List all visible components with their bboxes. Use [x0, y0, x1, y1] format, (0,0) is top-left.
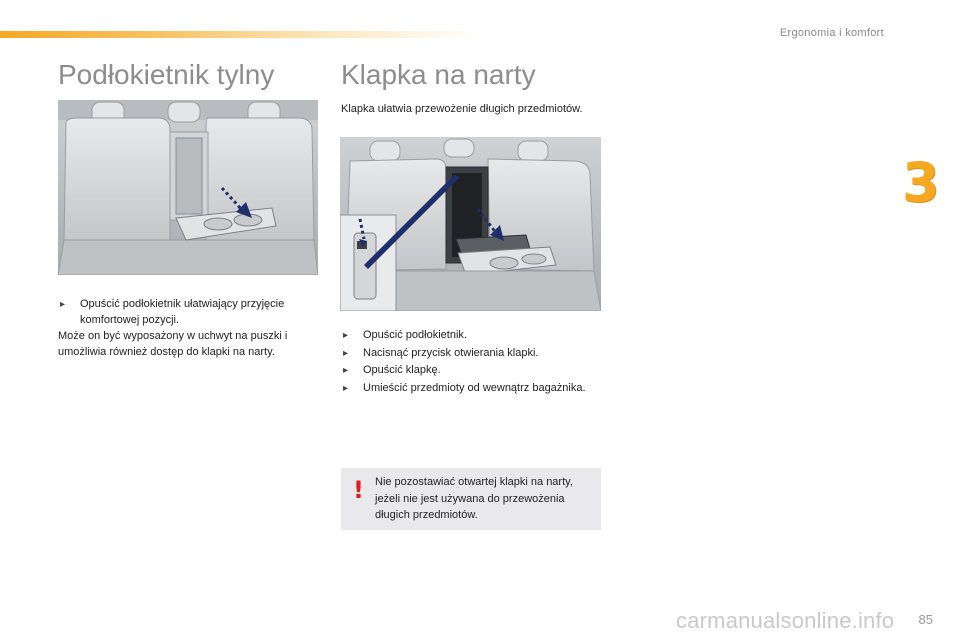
- arrow-bullet-icon: ▸: [60, 299, 66, 310]
- step-text: Opuścić klapkę.: [363, 364, 441, 376]
- exclamation-icon: !: [353, 476, 364, 504]
- arrow-bullet-icon: ▸: [343, 382, 349, 394]
- section-label: Ergonomia i komfort: [779, 27, 884, 39]
- armrest-photo: [58, 100, 318, 275]
- accent-bar: [0, 31, 480, 38]
- ski-flap-title: Klapka na narty: [341, 59, 536, 90]
- armrest-steps: [58, 297, 318, 330]
- arrow-bullet-icon: ▸: [343, 330, 349, 341]
- step-text: Nacisnąć przycisk otwierania klapki.: [363, 346, 539, 359]
- ski-flap-intro: Klapka ułatwia przewożenie długich przedmiotów.: [341, 103, 583, 115]
- armrest-description: Może on być wyposażony w uchwyt na puszki i umożliwia również dostęp do klapki na narty.: [58, 330, 288, 358]
- step-text: Umieścić przedmioty od wewnątrz bagażnika.: [363, 381, 586, 394]
- step-text: Opuścić podłokietnik.: [363, 329, 467, 341]
- list-item: [58, 297, 318, 328]
- warning-text: Nie pozostawiać otwartej klapki na narty, jeżeli nie jest używana do przewożenia długich przedmiotów.: [375, 476, 573, 521]
- list-item: [341, 363, 591, 379]
- arrow-bullet-icon: ▸: [343, 365, 349, 376]
- watermark: carmanualsonline.info: [676, 608, 895, 633]
- armrest-title: Podłokietnik tylny: [58, 59, 275, 90]
- ski-flap-steps: [341, 328, 591, 398]
- page-number: 85: [918, 612, 933, 627]
- list-item: [341, 328, 591, 344]
- chapter-number: 3: [902, 151, 940, 214]
- list-item: [341, 381, 591, 397]
- arrow-bullet-icon: ▸: [343, 347, 349, 359]
- step-text: Opuścić podłokietnik ułatwiający przyjęcie komfortowej pozycji.: [80, 298, 285, 326]
- list-item: [341, 346, 591, 362]
- warning-box: [341, 468, 601, 530]
- ski-flap-photo: [340, 137, 601, 311]
